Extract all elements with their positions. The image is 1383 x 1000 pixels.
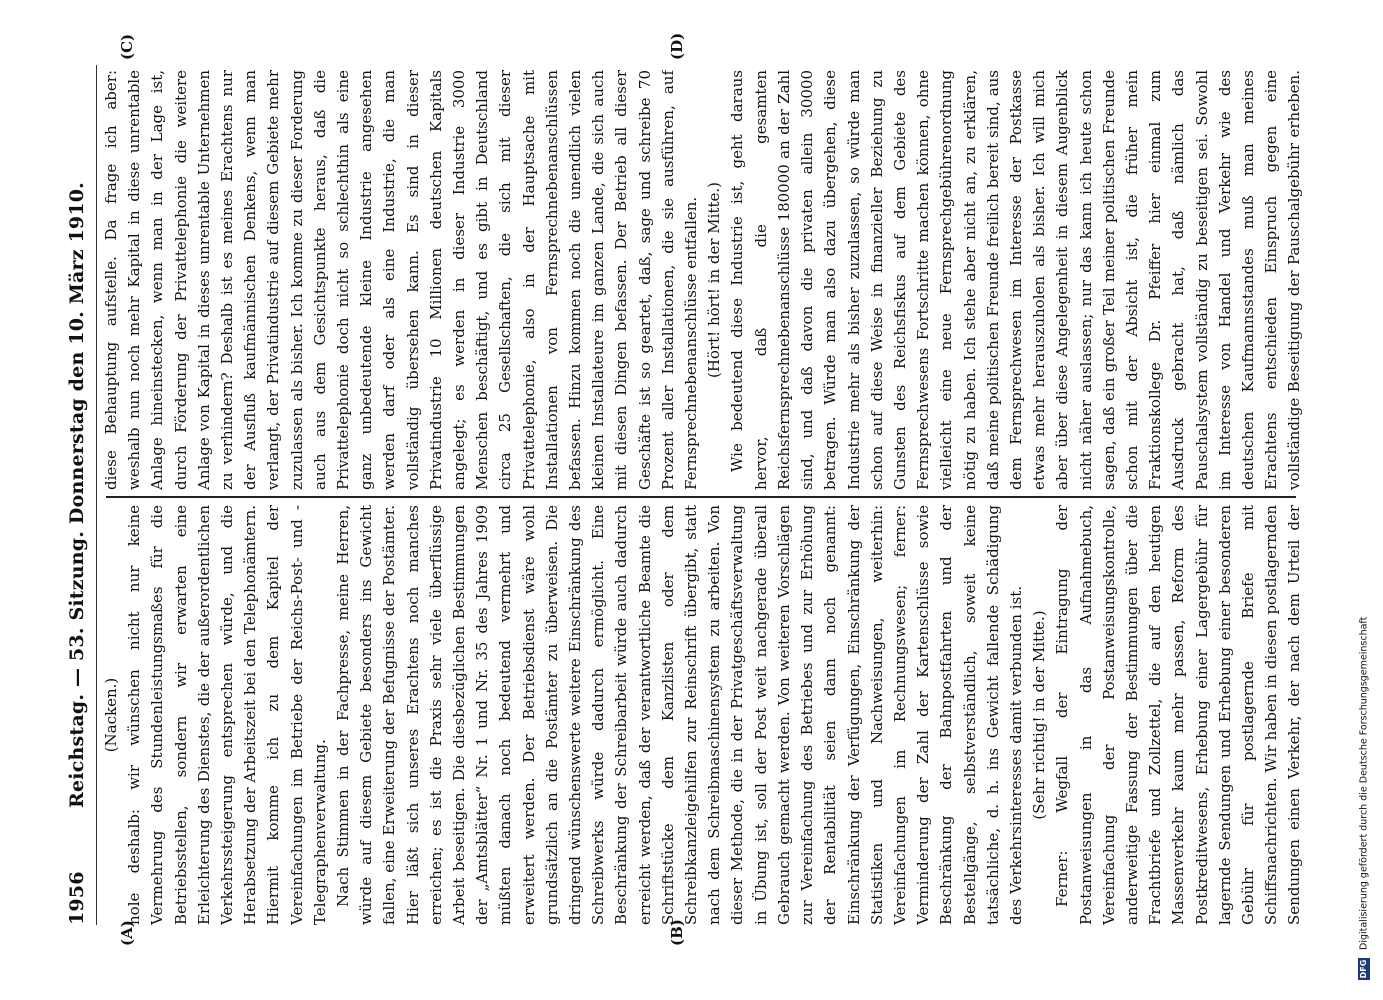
margin-marker-b: (B) bbox=[668, 919, 686, 946]
footer-text: Digitalisierung gefördert durch die Deutsche Forschungsgemeinschaft bbox=[1358, 616, 1370, 950]
interjection: (Hört! hört! in der Mitte.) bbox=[705, 182, 724, 378]
margin-marker-c: (C) bbox=[118, 33, 136, 60]
page-header bbox=[58, 65, 98, 925]
header-rule bbox=[96, 65, 97, 925]
margin-marker-a: (A) bbox=[118, 920, 136, 946]
interjection: (Sehr richtig! in der Mitte.) bbox=[1030, 610, 1049, 820]
paragraph: Wie bedeutend diese Industrie ist, geht daraus hervor, daß die gesamten Reichsfernsprechnebenanschlüsse 180000 an der Zahl sind, und daß davon die privaten allein 30000 betragen. Würde man also dazu übergehen, diese Industrie mehr als bisher zuzulassen, so würde man schon auf diese Weise in finanzieller Beziehung zu Gunsten des Reichsfiskus auf dem Gebiete des Fernsprechwesens Fortschritte machen können, ohne vielleicht eine neue Fernsprechgebührenordnung nötig zu haben. Ich stehe aber nicht an, zu erklären, daß meine politischen Freunde freilich bereit sind, aus dem Fernsprechwesen im Interesse der Postkasse etwas mehr herauszuholen als bisher. Ich will mich aber über diese Angelegenheit in diesem Augenblick nicht näher auslassen; nur das kann ich heute schon sagen, daß ein großer Teil meiner politischen Freunde schon mit der Absicht ist, die früher mein Fraktionskollege Dr. Pfeiffer hier einmal zum Ausdruck gebracht hat, daß nämlich das Pauschalsystem vollständig zu beseitigen sei. Sowohl im Interesse von Handel und Verkehr wie des deutschen Kaufmannsstandes muß man meines Erachtens entschieden Einspruch gegen eine vollständige Beseitigung der Pauschalgebühr erheben. bbox=[728, 70, 1304, 490]
paragraph: diese Behauptung aufstelle. Da frage ich aber: weshalb nun noch mehr Kapital in diese unrentable Anlage hineinstecken, wenn man in der Lage ist, durch Förderung der Privattelephonie die weitere Anlage von Kapital in dieses unrentable Unternehmen zu verhindern? Deshalb ist es meines Erachtens nur der Ausfluß kaufmännischen Denkens, wenn man verlangt, der Privatindustrie auf diesem Gebiete mehr zuzulassen als bisher. Ich komme zu dieser Forderung auch aus dem Gesichtspunkte heraus, daß die Privattelephonie doch nicht so schlechthin als eine ganz unbedeutende kleine Industrie angesehen werden darf oder als eine Industrie, die man vollständig übersehen kann. Es sind in dieser Privatindustrie 10 Millionen deutschen Kapitals angelegt; es werden in dieser Industrie 3000 Menschen beschäftigt, und es gibt in Deutschland circa 25 Gesellschaften, die sich mit dieser Privattelephonie, also in der Hauptsache mit Installationen von Fernsprechnebenanschlüssen befassen. Hinzu kommen noch die unendlich vielen kleinen Installateure im ganzen Lande, die sich auch mit diesen Dingen befassen. Der Betrieb all dieser Geschäfte ist so geartet, daß, sage und schreibe 70 Prozent aller Installationen, die sie ausführen, auf Fernsprechnebenanschlüsse entfallen. bbox=[102, 70, 701, 490]
paragraph: Nach Stimmen in der Fachpresse, meine Herren, würde auf diesem Gebiete besonders ins Gewicht fallen, eine Erweiterung der Befugnisse der Postämter. Hier läßt sich unseres Erachtens noch manches erreichen; es ist die Praxis sehr viele überflüssige Arbeit beseitigen. Die diesbezüglichen Bestimmungen der „Amtsblätter“ Nr. 1 und Nr. 35 des Jahres 1909 müßten danach noch bedeutend vermehrt und erweitert werden. Der Betriebsdienst wäre wohl grundsätzlich an die Postämter zu überweisen. Die dringend wünschenswerte weitere Einschränkung des Schreibwerks würde dadurch ermöglicht. Eine Beschränkung der Schreibarbeit würde auch dadurch erreicht werden, daß der verantwortliche Beamte die Schriftstücke dem Kanzlisten oder dem Schreibkanzleigehilfen zur Reinschrift übergibt, statt nach dem Schreibmaschinensystem zu arbeiten. Von dieser Methode, die in der Privatgeschäftsverwaltung in Übung ist, soll der Post weit nachgerade überall Gebrauch gemacht werden. Von weiteren Vorschlägen zur Vereinfachung des Betriebes und zur Erhöhung der Rentabilität seien dann noch genannt: Einschränkung der Verfügungen, Einschränkung der Statistiken und Nachweisungen, weiterhin: Vereinfachungen im Rechnungswesen; ferner: Verminderung der Zahl der Kartenschlüsse sowie Beschränkung der Bahnpostfahrten und der Bestellgänge, selbstverständlich, soweit keine tatsächliche, d. h. ins Gewicht fallende Schädigung des Verkehrsinteresses damit verbunden ist. bbox=[334, 505, 1025, 925]
right-text-column bbox=[100, 70, 1310, 490]
speaker-label: (Nacken.) bbox=[102, 677, 120, 753]
paragraph: Ferner: Wegfall der Eintragung der Postanweisungen in das Aufnahmebuch, Vereinfachung der Postanweisungskontrolle, anderweitige Fassung der Bestimmungen über die Frachtbriefe und Zollzettel, die auf den heutigen Massenverkehr kaum mehr passen, Reform des Postkreditwesens, Erhebung einer Lagergebühr für lagernde Sendungen und Erhebung einer besonderen Gebühr für postlagernde Briefe mit Schiffsnachrichten. Wir haben in diesen postlagernden Sendungen einen Verkehr, der nach dem Urteil der bbox=[1053, 505, 1304, 925]
column-divider bbox=[106, 496, 1296, 498]
page-number: 1956 bbox=[66, 871, 88, 925]
digitization-footer bbox=[1358, 20, 1370, 980]
paragraph: hole deshalb: wir wünschen nicht nur keine Vermehrung des Stundenleistungsmaßes für die Betriebsstellen, sondern wir erwarten eine Erleichterung des Dienstes, die der außerordentlichen Verkehrssteigerung entsprechen würde, und die Herabsetzung der Arbeitszeit bei den Telephonämtern. Hiermit komme ich zu dem Kapitel der Vereinfachungen im Betriebe der Reichs-Post- und -Telegraphenverwaltung. bbox=[125, 505, 329, 925]
page-title: Reichstag. — 53. Sitzung. Donnerstag den 10. März 1910. bbox=[66, 182, 88, 808]
dfg-logo: DFG bbox=[1359, 959, 1368, 979]
margin-marker-d: (D) bbox=[668, 32, 686, 60]
left-text-column bbox=[100, 505, 1310, 925]
